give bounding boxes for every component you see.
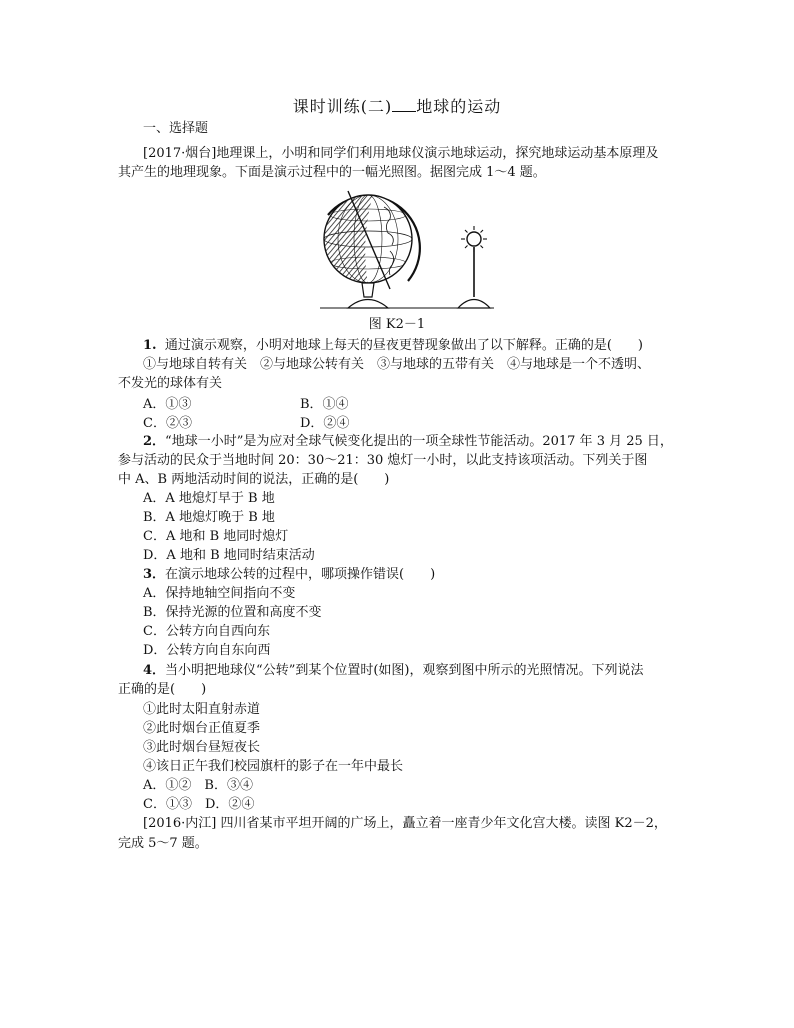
question-2-stem: [143, 433, 673, 451]
option-c: C．公转方向自西向东: [143, 624, 270, 639]
option-d: D．A 地和 B 地同时结束活动: [143, 548, 315, 563]
option-d: D．公转方向自东向西: [143, 643, 271, 658]
option-b: B．A 地熄灯晚于 B 地: [143, 510, 275, 525]
option-a: A．A 地熄灯早于 B 地: [143, 491, 275, 506]
question-1-stem-line-2: ①与地球自转有关 ②与地球公转有关 ③与地球的五带有关 ④与地球是一个不透明、: [143, 357, 651, 372]
question-number: 2．: [143, 434, 166, 449]
option-a: A．①③: [143, 397, 192, 412]
title-topic: 地球的运动: [416, 97, 502, 116]
question-4-stem-line-2: 正确的是( ): [118, 682, 207, 697]
question-text: 当小明把地球仪“公转”到某个位置时(如图)，观察到图中所示的光照情况。下列说法: [165, 663, 644, 678]
page-title: [0, 96, 794, 118]
question-number: 1.: [143, 338, 157, 353]
option-b: B．保持光源的位置和高度不变: [143, 605, 322, 620]
option-d: D．②④: [300, 416, 350, 431]
statement-4: ④该日正午我们校园旗杆的影子在一年中最长: [143, 759, 404, 774]
option-b: B．①④: [300, 397, 349, 412]
question-number: 4．: [143, 663, 166, 678]
option-a: A．保持地轴空间指向不变: [143, 586, 296, 601]
question-1-stem: [143, 337, 643, 355]
figure-caption: 图 K2－1: [368, 317, 426, 332]
title-main: 课时训练(二): [292, 97, 393, 116]
globe-lamp-illustration: [318, 185, 496, 320]
question-1-stem-line-3: 不发光的球体有关: [118, 376, 223, 391]
outro-line-2: 完成 5～7 题。: [118, 836, 208, 851]
question-3-stem: [143, 566, 435, 584]
options-row-2: C．①③ D．②④: [143, 797, 255, 812]
question-text: “地球一小时”是为应对全球气候变化提出的一项全球性节能活动。2017 年 3 月 25 日，: [165, 434, 673, 449]
statement-1: ①此时太阳直射赤道: [143, 702, 261, 717]
section-heading: 一、选择题: [143, 121, 209, 136]
question-number: 3．: [143, 567, 166, 582]
title-blank: [392, 97, 416, 112]
question-2-stem-line-2: 参与活动的民众于当地时间 20：30～21：30 熄灯一小时，以此支持该项活动。下列关于图: [118, 453, 648, 468]
statement-3: ③此时烟台昼短夜长: [143, 740, 261, 755]
question-4-stem: [143, 662, 643, 680]
light-source-icon: [458, 226, 490, 308]
outro-line-1: [2016·内江] 四川省某市平坦开阔的广场上，矗立着一座青少年文化宫大楼。读图 K2－2，: [143, 816, 667, 831]
globe-icon: [324, 185, 412, 295]
option-c: C．A 地和 B 地同时熄灯: [143, 529, 289, 544]
question-text: 在演示地球公转的过程中，哪项操作错误( ): [165, 567, 436, 582]
globe-stand: [348, 283, 388, 308]
option-c: C．②③: [143, 416, 192, 431]
statement-2: ②此时烟台正值夏季: [143, 721, 261, 736]
options-row-1: A．①② B．③④: [143, 778, 253, 793]
question-2-stem-line-3: 中 A、B 两地活动时间的说法，正确的是( ): [118, 472, 390, 487]
question-text: 通过演示观察，小明对地球上每天的昼夜更替现象做出了以下解释。正确的是( ): [164, 338, 643, 353]
intro-line-2: 其产生的地理现象。下面是演示过程中的一幅光照图。据图完成 1～4 题。: [118, 165, 546, 180]
intro-line-1: [2017·烟台]地理课上，小明和同学们利用地球仪演示地球运动，探究地球运动基本原理及: [143, 146, 659, 161]
